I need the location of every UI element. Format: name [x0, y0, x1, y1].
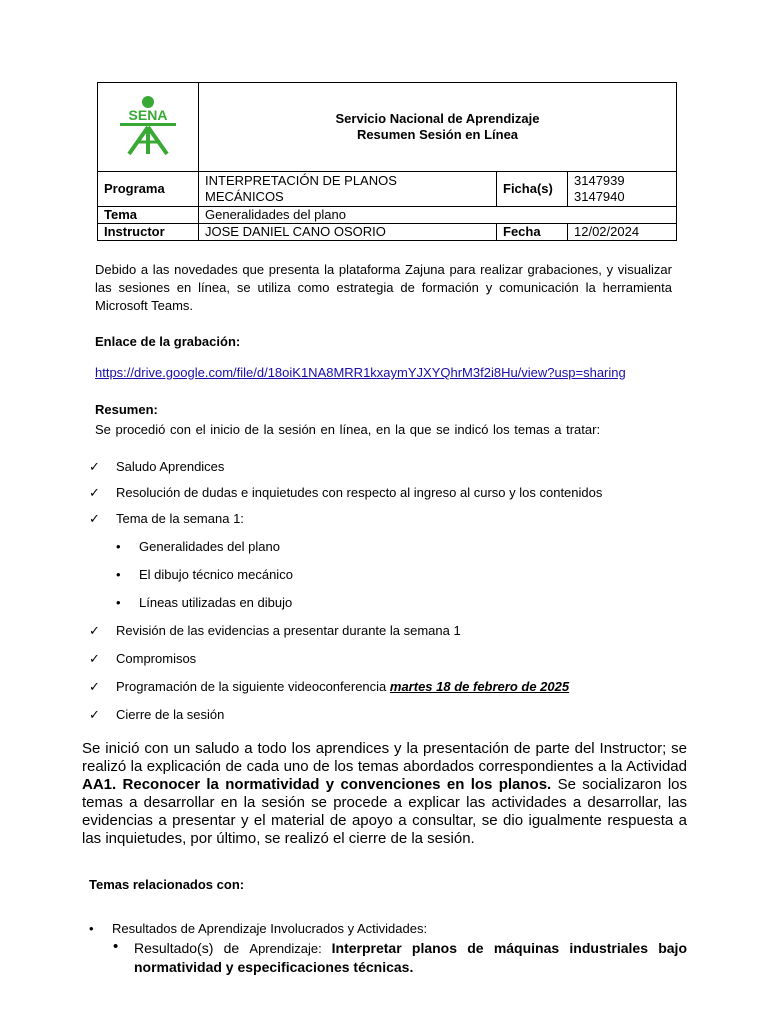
checkmark-icon: ✓ — [89, 485, 100, 500]
list-item-text: Saludo Aprendices — [116, 459, 225, 474]
ficha-1: 3147939 — [574, 173, 625, 188]
tema-value: Generalidades del plano — [199, 207, 677, 224]
list-item — [89, 651, 689, 667]
list-item-text: Resolución de dudas e inquietudes con respecto al ingreso al curso y los contenidos — [116, 485, 603, 500]
list-item — [89, 679, 709, 695]
logo-cell — [98, 83, 199, 172]
sub-list-item-text: El dibujo técnico mecánico — [139, 567, 293, 582]
sub-list-item — [116, 595, 516, 611]
header-title — [199, 83, 677, 172]
bullet-icon: • — [116, 539, 121, 554]
sub-list-item-text: Líneas utilizadas en dibujo — [139, 595, 293, 610]
sub-list-item — [116, 567, 516, 583]
bullet-icon: • — [116, 595, 121, 610]
resultado-text — [134, 939, 687, 976]
sub-list-item — [116, 539, 516, 555]
list-item — [89, 511, 689, 527]
intro-paragraph: Debido a las novedades que presenta la plataforma Zajuna para realizar grabaciones, y visualizar las sesiones en línea, se utiliza como estrategia de formación y comunicación la herramienta Microsoft Teams. — [95, 262, 672, 313]
summary-paragraph — [82, 740, 687, 848]
checkmark-icon: ✓ — [89, 651, 100, 666]
list-item-text: Compromisos — [116, 651, 197, 666]
instructor-value: JOSE DANIEL CANO OSORIO — [199, 224, 497, 241]
ficha-2: 3147940 — [574, 189, 625, 204]
logo-text: SENA — [128, 107, 168, 123]
sena-logo-icon — [117, 94, 179, 156]
sub-list-item-text: Generalidades del plano — [139, 539, 280, 554]
programa-label: Programa — [98, 172, 199, 207]
title-line2: Resumen Sesión en Línea — [356, 127, 519, 142]
resultado-bold: Interpretar planos de máquinas industriales bajo normatividad y especificaciones técnicas. — [134, 940, 687, 975]
fecha-value: 12/02/2024 — [568, 224, 677, 241]
bullet-icon: • — [116, 567, 121, 582]
list-item — [89, 623, 689, 639]
list-item-text: Revisión de las evidencias a presentar durante la semana 1 — [116, 623, 461, 638]
temas-heading: Temas relacionados con: — [89, 877, 245, 892]
programa-value — [199, 172, 497, 207]
list-item-text: Cierre de la sesión — [116, 707, 225, 722]
enlace-heading: Enlace de la grabación: — [95, 334, 241, 349]
resultado-item — [113, 938, 693, 978]
bullet-icon: • — [89, 921, 94, 936]
tema-label: Tema — [98, 207, 199, 224]
next-session-date: martes 18 de febrero de 2025 — [389, 679, 570, 694]
programa-value-line1: INTERPRETACIÓN DE PLANOS — [205, 173, 397, 188]
summary-part2: Se socializaron los temas a desarrollar en la sesión se procede a explicar las actividades a desarrollar, las evidencias a presentar y el material de apoyo a consultar, se dio igualmente respuesta a las inquietudes, por último, se realizó el cierre de la sesión. — [82, 776, 687, 847]
recording-link[interactable]: https://drive.google.com/file/d/18oiK1NA8MRR1kxaymYJXYQhrM3f2i8Hu/view?usp=sharing — [95, 365, 626, 380]
instructor-label: Instructor — [98, 224, 199, 241]
checkmark-icon: ✓ — [89, 707, 100, 722]
list-item — [89, 707, 689, 723]
checkmark-icon: ✓ — [89, 511, 100, 526]
resumen-text: Se procedió con el inicio de la sesión en línea, en la que se indicó los temas a tratar: — [95, 422, 601, 437]
activity-name: AA1. Reconocer la normatividad y convenciones en los planos. — [82, 776, 552, 793]
videoconference-text: Programación de la siguiente videoconferencia — [116, 679, 390, 694]
resultado-prefix-b: Aprendizaje: — [249, 941, 332, 956]
header-table — [97, 82, 677, 241]
checkmark-icon: ✓ — [89, 459, 100, 474]
list-item-text: Tema de la semana 1: — [116, 511, 244, 526]
checkmark-icon: ✓ — [89, 623, 100, 638]
summary-part1: Se inició con un saludo a todo los aprendices y la presentación de parte del Instructor; se realizó la explicación de cada uno de los temas abordados correspondientes a la Actividad — [82, 740, 687, 775]
fichas-value — [568, 172, 677, 207]
title-line1: Servicio Nacional de Aprendizaje — [335, 111, 540, 126]
resultados-item — [89, 921, 689, 937]
resultado-prefix-a: Resultado(s) de — [134, 940, 250, 956]
resumen-heading: Resumen: — [95, 402, 158, 417]
resultados-text: Resultados de Aprendizaje Involucrados y Actividades: — [112, 921, 428, 936]
fichas-label: Ficha(s) — [497, 172, 568, 207]
checkmark-icon: ✓ — [89, 679, 100, 694]
list-item — [89, 485, 689, 501]
programa-value-line2: MECÁNICOS — [205, 189, 284, 204]
list-item — [89, 459, 689, 475]
bullet-icon: • — [113, 938, 119, 955]
fecha-label: Fecha — [497, 224, 568, 241]
list-item-text — [116, 679, 569, 695]
